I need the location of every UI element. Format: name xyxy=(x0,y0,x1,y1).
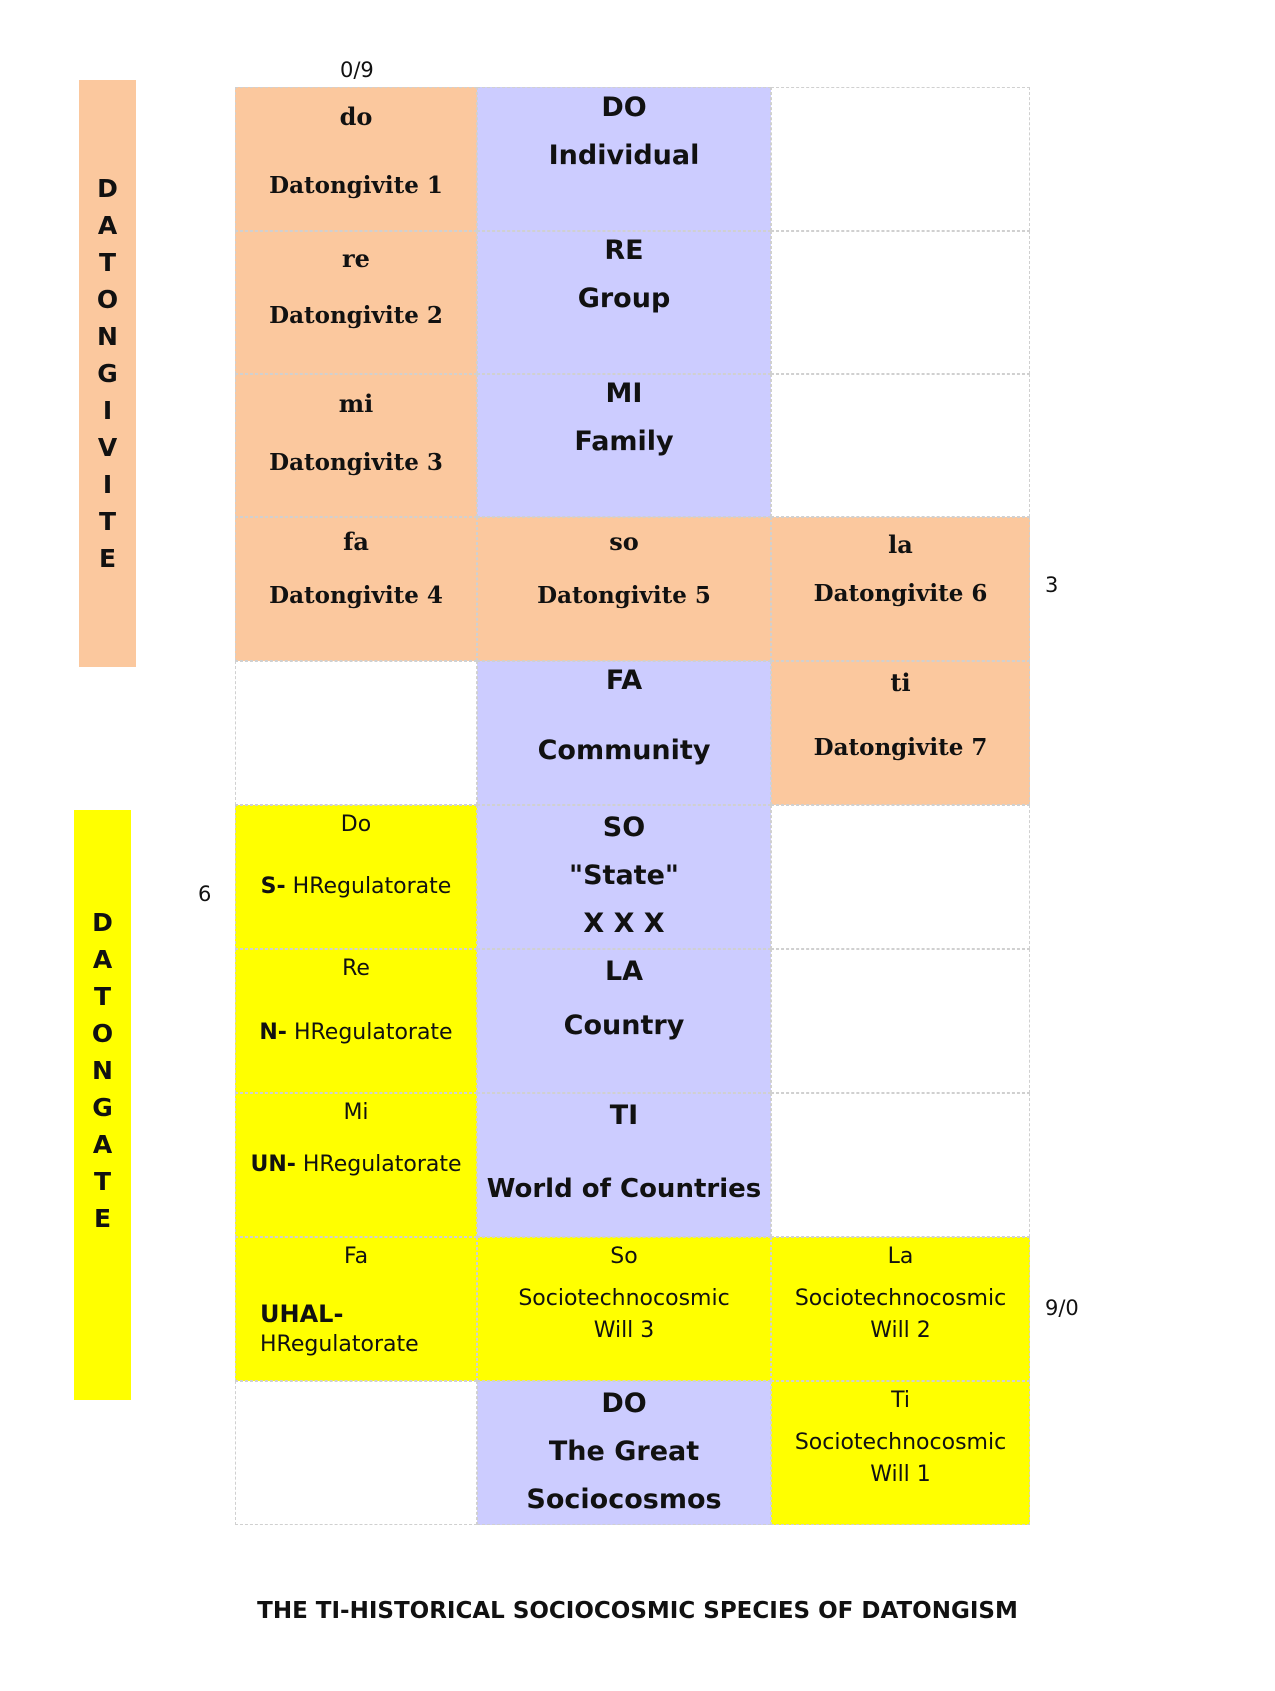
syllable-label: Mi xyxy=(343,1100,369,1125)
datongate-sidebar-letter: G xyxy=(92,1093,113,1122)
social-unit-name: Family xyxy=(574,426,674,457)
empty-cell xyxy=(771,805,1030,949)
datongate-sidebar-letter: E xyxy=(93,1204,112,1233)
datongivite-sidebar xyxy=(79,80,136,667)
social-unit-name: Community xyxy=(537,735,711,766)
cell-the-great-sociocosmos xyxy=(477,1381,771,1525)
datongivite-sidebar-letter: D xyxy=(97,174,118,203)
crossed-out-marks: X X X xyxy=(583,908,665,939)
datongivite-sidebar-letter: T xyxy=(98,248,117,277)
cell-do-s-hregulatorate xyxy=(235,805,477,949)
hregulatorate-label xyxy=(236,874,476,899)
syllable-label: do xyxy=(339,102,373,131)
datongivite-sidebar-letter: T xyxy=(98,507,117,536)
empty-cell xyxy=(235,1381,477,1525)
datongate-sidebar-letter: D xyxy=(92,908,113,937)
datongate-sidebar-letter: T xyxy=(93,982,112,1011)
label-left-6: 6 xyxy=(198,882,212,906)
social-unit-name: World of Countries xyxy=(486,1174,762,1204)
empty-cell xyxy=(771,374,1030,517)
datongate-sidebar-letter: O xyxy=(91,1019,114,1048)
syllable-label: ti xyxy=(890,668,911,697)
hregulatorate-name: HRegulatorate xyxy=(260,1332,419,1357)
datongivite-name: Datongivite 4 xyxy=(269,582,443,609)
datongivite-sidebar-letter: V xyxy=(97,433,118,462)
cell-state xyxy=(477,805,771,949)
syllable-label: re xyxy=(342,244,370,273)
hregulatorate-label xyxy=(236,1152,476,1177)
datongivite-sidebar-letter: E xyxy=(98,544,117,573)
social-unit-name: Individual xyxy=(548,140,700,171)
cell-re-n-hregulatorate xyxy=(235,949,477,1093)
empty-cell xyxy=(771,949,1030,1093)
social-unit-name-line-2: Sociocosmos xyxy=(526,1484,722,1515)
syllable-label: So xyxy=(610,1244,638,1269)
will-name: Sociotechnocosmic xyxy=(518,1286,730,1311)
empty-cell xyxy=(771,1093,1030,1237)
label-right-3: 3 xyxy=(1045,573,1059,597)
cell-so-sociotechnocosmic-will-3 xyxy=(477,1237,771,1381)
cell-re-datongivite-2 xyxy=(235,231,477,374)
cell-la-sociotechnocosmic-will-2 xyxy=(771,1237,1030,1381)
cell-community xyxy=(477,661,771,805)
datongate-sidebar-letter: A xyxy=(92,1130,113,1159)
cell-individual xyxy=(477,87,771,231)
hregulatorate-label xyxy=(260,1300,419,1357)
datongivite-name: Datongivite 3 xyxy=(269,449,443,476)
hregulatorate-prefix: S- xyxy=(260,874,286,899)
datongivite-name: Datongivite 5 xyxy=(537,582,711,609)
cell-la-datongivite-6 xyxy=(771,517,1030,661)
will-number: Will 3 xyxy=(593,1318,655,1343)
hregulatorate-name: HRegulatorate xyxy=(293,1020,453,1045)
syllable-label: SO xyxy=(602,812,646,843)
cell-fa-datongivite-4 xyxy=(235,517,477,661)
cell-do-datongivite-1 xyxy=(235,87,477,231)
hregulatorate-name: HRegulatorate xyxy=(292,874,452,899)
cell-mi-un-hregulatorate xyxy=(235,1093,477,1237)
syllable-label: TI xyxy=(609,1100,639,1131)
social-unit-name: The Great xyxy=(548,1436,700,1467)
syllable-label: Ti xyxy=(891,1388,910,1413)
datongivite-sidebar-letter: G xyxy=(97,359,118,388)
diagram-caption: THE TI-HISTORICAL SOCIOCOSMIC SPECIES OF DATONGISM xyxy=(257,1598,1018,1624)
label-top-0-9: 0/9 xyxy=(340,58,374,82)
social-unit-name: "State" xyxy=(569,860,679,891)
social-unit-name: Country xyxy=(563,1010,685,1041)
syllable-label: la xyxy=(888,530,913,559)
syllable-label: La xyxy=(887,1244,914,1269)
datongivite-name: Datongivite 1 xyxy=(269,172,443,199)
cell-world-of-countries xyxy=(477,1093,771,1237)
datongate-sidebar-letter: A xyxy=(92,945,113,974)
datongate-sidebar xyxy=(74,810,131,1400)
cell-family xyxy=(477,374,771,517)
datongivite-name: Datongivite 2 xyxy=(269,302,443,329)
syllable-label: Do xyxy=(340,812,372,837)
cell-ti-datongivite-7 xyxy=(771,661,1030,805)
syllable-label: so xyxy=(609,527,639,556)
hregulatorate-prefix: UHAL- xyxy=(260,1300,344,1328)
hregulatorate-label xyxy=(236,1020,476,1045)
will-number: Will 1 xyxy=(870,1462,931,1487)
syllable-label: Fa xyxy=(343,1244,369,1269)
cell-mi-datongivite-3 xyxy=(235,374,477,517)
empty-cell xyxy=(771,231,1030,374)
datongivite-sidebar-letter: I xyxy=(102,396,113,425)
hregulatorate-prefix: UN- xyxy=(250,1152,296,1177)
syllable-label: LA xyxy=(604,956,644,987)
syllable-label: DO xyxy=(601,1388,647,1419)
social-unit-name: Group xyxy=(577,283,671,314)
syllable-label: DO xyxy=(601,92,647,123)
hregulatorate-prefix: N- xyxy=(259,1020,287,1045)
syllable-label: RE xyxy=(604,235,644,266)
will-name: Sociotechnocosmic xyxy=(794,1286,1007,1311)
datongivite-sidebar-letter: I xyxy=(102,470,113,499)
datongate-sidebar-letter: T xyxy=(93,1167,112,1196)
syllable-label: fa xyxy=(343,527,369,556)
datongivite-sidebar-letter: O xyxy=(96,285,119,314)
cell-country xyxy=(477,949,771,1093)
datongivite-sidebar-letter: A xyxy=(97,211,118,240)
cell-group xyxy=(477,231,771,374)
datongivite-name: Datongivite 7 xyxy=(813,734,988,761)
datongate-sidebar-letter: N xyxy=(92,1056,113,1085)
syllable-label: mi xyxy=(338,389,374,418)
empty-cell xyxy=(235,661,477,805)
datongivite-sidebar-letter: N xyxy=(97,322,118,351)
syllable-label: Re xyxy=(342,956,370,981)
cell-so-datongivite-5 xyxy=(477,517,771,661)
cell-ti-sociotechnocosmic-will-1 xyxy=(771,1381,1030,1525)
syllable-label: MI xyxy=(605,378,643,409)
syllable-label: FA xyxy=(605,665,643,696)
will-name: Sociotechnocosmic xyxy=(794,1430,1007,1455)
hregulatorate-name: HRegulatorate xyxy=(302,1152,462,1177)
label-right-9-0: 9/0 xyxy=(1045,1296,1079,1320)
empty-cell xyxy=(771,87,1030,231)
cell-fa-uhal-hregulatorate xyxy=(235,1237,477,1381)
datongivite-name: Datongivite 6 xyxy=(813,580,988,607)
will-number: Will 2 xyxy=(870,1318,931,1343)
